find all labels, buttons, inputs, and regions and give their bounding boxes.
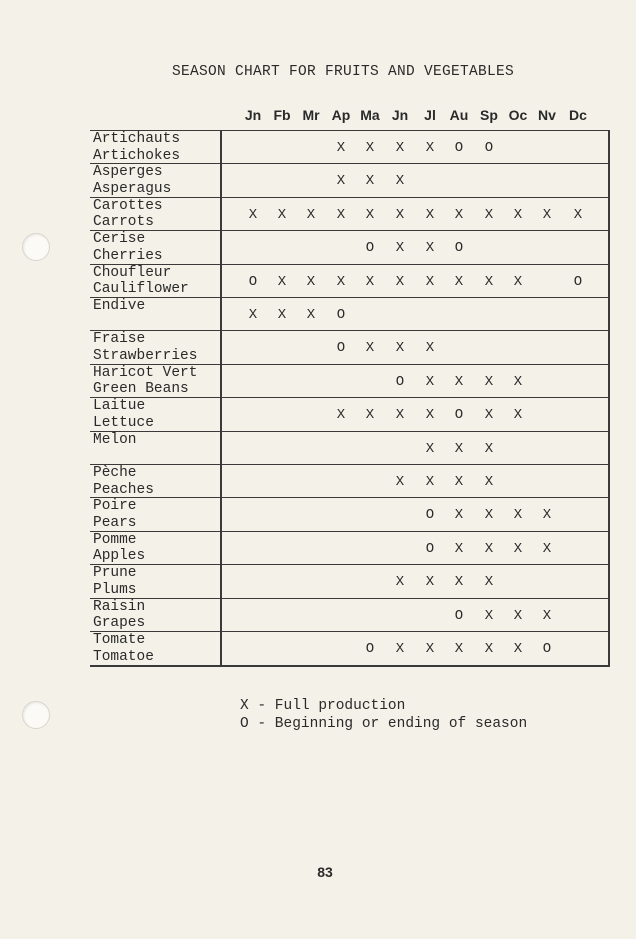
row-label (93, 398, 221, 431)
season-mark: X (454, 641, 464, 657)
season-mark: X (395, 173, 405, 190)
season-mark: O (573, 273, 583, 290)
english-name: Artichokes (93, 147, 181, 164)
season-mark: X (454, 206, 464, 223)
season-mark: X (395, 641, 405, 657)
season-mark: X (542, 607, 552, 624)
month-header: Ap (331, 107, 351, 123)
season-mark: O (542, 641, 552, 657)
french-name: Laitue (93, 398, 146, 415)
season-mark: X (484, 540, 494, 557)
season-mark: X (513, 273, 523, 290)
month-header: Sp (480, 107, 498, 123)
row-label (93, 331, 221, 364)
season-mark: X (484, 440, 494, 457)
french-name: Carottes (93, 197, 163, 214)
french-name: Choufleur (93, 264, 172, 281)
french-name: Melon (93, 431, 137, 448)
season-mark: X (425, 641, 435, 657)
row-label (93, 298, 221, 315)
season-mark: X (513, 373, 523, 390)
season-mark: X (306, 307, 316, 323)
row-label (93, 565, 221, 598)
month-header: Jn (391, 107, 409, 123)
season-mark: X (454, 373, 464, 390)
season-mark: X (395, 474, 405, 490)
row-label (93, 231, 221, 264)
month-header: Oc (508, 107, 528, 123)
table-row (90, 265, 608, 298)
season-mark: X (484, 206, 494, 223)
table-row (90, 231, 608, 264)
season-mark: X (542, 507, 552, 524)
table-row (90, 465, 608, 498)
season-mark: X (425, 206, 435, 223)
season-mark: X (513, 407, 523, 424)
season-mark: X (365, 140, 375, 156)
season-mark: X (395, 273, 405, 290)
season-mark: X (484, 373, 494, 390)
season-mark: X (425, 440, 435, 457)
table-row (90, 565, 608, 598)
season-mark: X (395, 140, 405, 156)
table-row (90, 498, 608, 531)
season-mark: X (425, 373, 435, 390)
french-name: Prune (93, 565, 137, 582)
table-row (90, 298, 608, 331)
season-mark: X (365, 173, 375, 190)
row-label (93, 632, 221, 665)
season-mark: X (484, 607, 494, 624)
table-row (90, 632, 608, 665)
season-mark: X (425, 340, 435, 357)
french-name: Pomme (93, 531, 137, 548)
row-label (93, 365, 221, 398)
season-mark: X (513, 507, 523, 524)
month-header: Au (449, 107, 469, 123)
season-mark: X (484, 474, 494, 490)
french-name: Artichauts (93, 131, 181, 147)
season-mark: X (542, 206, 552, 223)
table-row (90, 365, 608, 398)
table-row (90, 164, 608, 197)
season-mark: X (484, 273, 494, 290)
season-mark: X (365, 206, 375, 223)
legend (240, 697, 527, 733)
season-mark: O (454, 140, 464, 156)
season-mark: X (395, 340, 405, 357)
season-mark: O (336, 307, 346, 323)
season-mark: X (425, 407, 435, 424)
season-mark: X (513, 607, 523, 624)
season-mark: X (277, 307, 287, 323)
season-mark: X (306, 206, 316, 223)
season-mark: X (336, 206, 346, 223)
season-chart-table (90, 130, 610, 667)
table-row (90, 432, 608, 465)
table-row (90, 599, 608, 632)
month-header: Ma (360, 107, 380, 123)
table-row (90, 331, 608, 364)
month-header: Fb (273, 107, 291, 123)
english-name: Apples (93, 548, 146, 565)
season-mark: X (542, 540, 552, 557)
french-name: Asperges (93, 164, 163, 181)
season-mark: X (454, 273, 464, 290)
french-name: Raisin (93, 598, 146, 615)
english-name: Grapes (93, 615, 146, 632)
table-row (90, 532, 608, 565)
month-header: Nv (538, 107, 556, 123)
season-mark: X (484, 574, 494, 591)
season-mark: X (336, 140, 346, 156)
page-number: 83 (317, 864, 333, 880)
month-header: Jl (424, 107, 436, 123)
table-row (90, 198, 608, 231)
row-label (93, 599, 221, 632)
table-row (90, 398, 608, 431)
month-header-row (0, 107, 636, 127)
season-mark: X (248, 206, 258, 223)
english-name: Strawberries (93, 347, 198, 364)
season-mark: O (395, 373, 405, 390)
month-header: Jn (244, 107, 262, 123)
season-mark: X (454, 440, 464, 457)
season-mark: X (454, 574, 464, 591)
season-mark: O (454, 607, 464, 624)
french-name: Endive (93, 298, 146, 314)
season-mark: X (425, 574, 435, 591)
binder-hole-top (22, 233, 50, 261)
season-mark: X (454, 474, 464, 490)
season-mark: X (513, 641, 523, 657)
french-name: Poire (93, 498, 137, 515)
english-name: Carrots (93, 214, 154, 231)
row-label (93, 432, 221, 449)
binder-hole-bottom (22, 701, 50, 729)
season-mark: O (454, 407, 464, 424)
english-name: Asperagus (93, 180, 172, 197)
season-mark: X (365, 340, 375, 357)
season-mark: O (365, 641, 375, 657)
english-name: Green Beans (93, 381, 189, 398)
season-mark: X (425, 273, 435, 290)
french-name: Tomate (93, 632, 146, 648)
season-mark: X (454, 507, 464, 524)
season-mark: X (395, 574, 405, 591)
english-name: Plums (93, 581, 137, 598)
season-mark: X (573, 206, 583, 223)
season-mark: X (425, 140, 435, 156)
english-name: Pears (93, 514, 137, 531)
season-mark: O (336, 340, 346, 357)
season-mark: X (395, 206, 405, 223)
season-mark: O (365, 240, 375, 257)
season-mark: X (365, 407, 375, 424)
legend-partial-season: O - Beginning or ending of season (240, 716, 528, 732)
row-label (93, 465, 221, 498)
english-name: Cherries (93, 247, 163, 264)
season-mark: X (365, 273, 375, 290)
english-name: Peaches (93, 481, 154, 498)
season-mark: O (484, 140, 494, 156)
season-mark: X (277, 206, 287, 223)
french-name: Pèche (93, 465, 137, 481)
month-header: Dc (569, 107, 587, 123)
season-mark: X (454, 540, 464, 557)
season-mark: X (336, 173, 346, 190)
row-label (93, 265, 221, 298)
legend-full-production: X - Full production (240, 698, 406, 714)
english-name: Lettuce (93, 414, 154, 431)
english-name: Tomatoe (93, 648, 154, 665)
season-mark: X (277, 273, 287, 290)
season-mark: X (425, 240, 435, 257)
french-name: Cerise (93, 231, 146, 248)
season-mark: O (425, 507, 435, 524)
season-mark: X (336, 273, 346, 290)
english-name: Cauliflower (93, 281, 189, 298)
season-mark: X (484, 407, 494, 424)
season-mark: X (484, 507, 494, 524)
french-name: Haricot Vert (93, 364, 198, 381)
season-mark: O (454, 240, 464, 257)
season-mark: X (336, 407, 346, 424)
row-label (93, 198, 221, 231)
season-mark: X (395, 240, 405, 257)
table-row (90, 131, 608, 164)
season-mark: X (484, 641, 494, 657)
season-mark: X (513, 540, 523, 557)
french-name: Fraise (93, 331, 146, 348)
season-mark: X (248, 307, 258, 323)
row-label (93, 131, 221, 164)
row-label (93, 532, 221, 565)
season-mark: X (425, 474, 435, 490)
season-mark: X (513, 206, 523, 223)
row-label (93, 164, 221, 197)
row-label (93, 498, 221, 531)
season-mark: X (306, 273, 316, 290)
month-header: Mr (302, 107, 320, 123)
season-mark: O (425, 540, 435, 557)
season-mark: X (395, 407, 405, 424)
season-mark: O (248, 273, 258, 290)
page-title: SEASON CHART FOR FRUITS AND VEGETABLES (171, 64, 515, 80)
